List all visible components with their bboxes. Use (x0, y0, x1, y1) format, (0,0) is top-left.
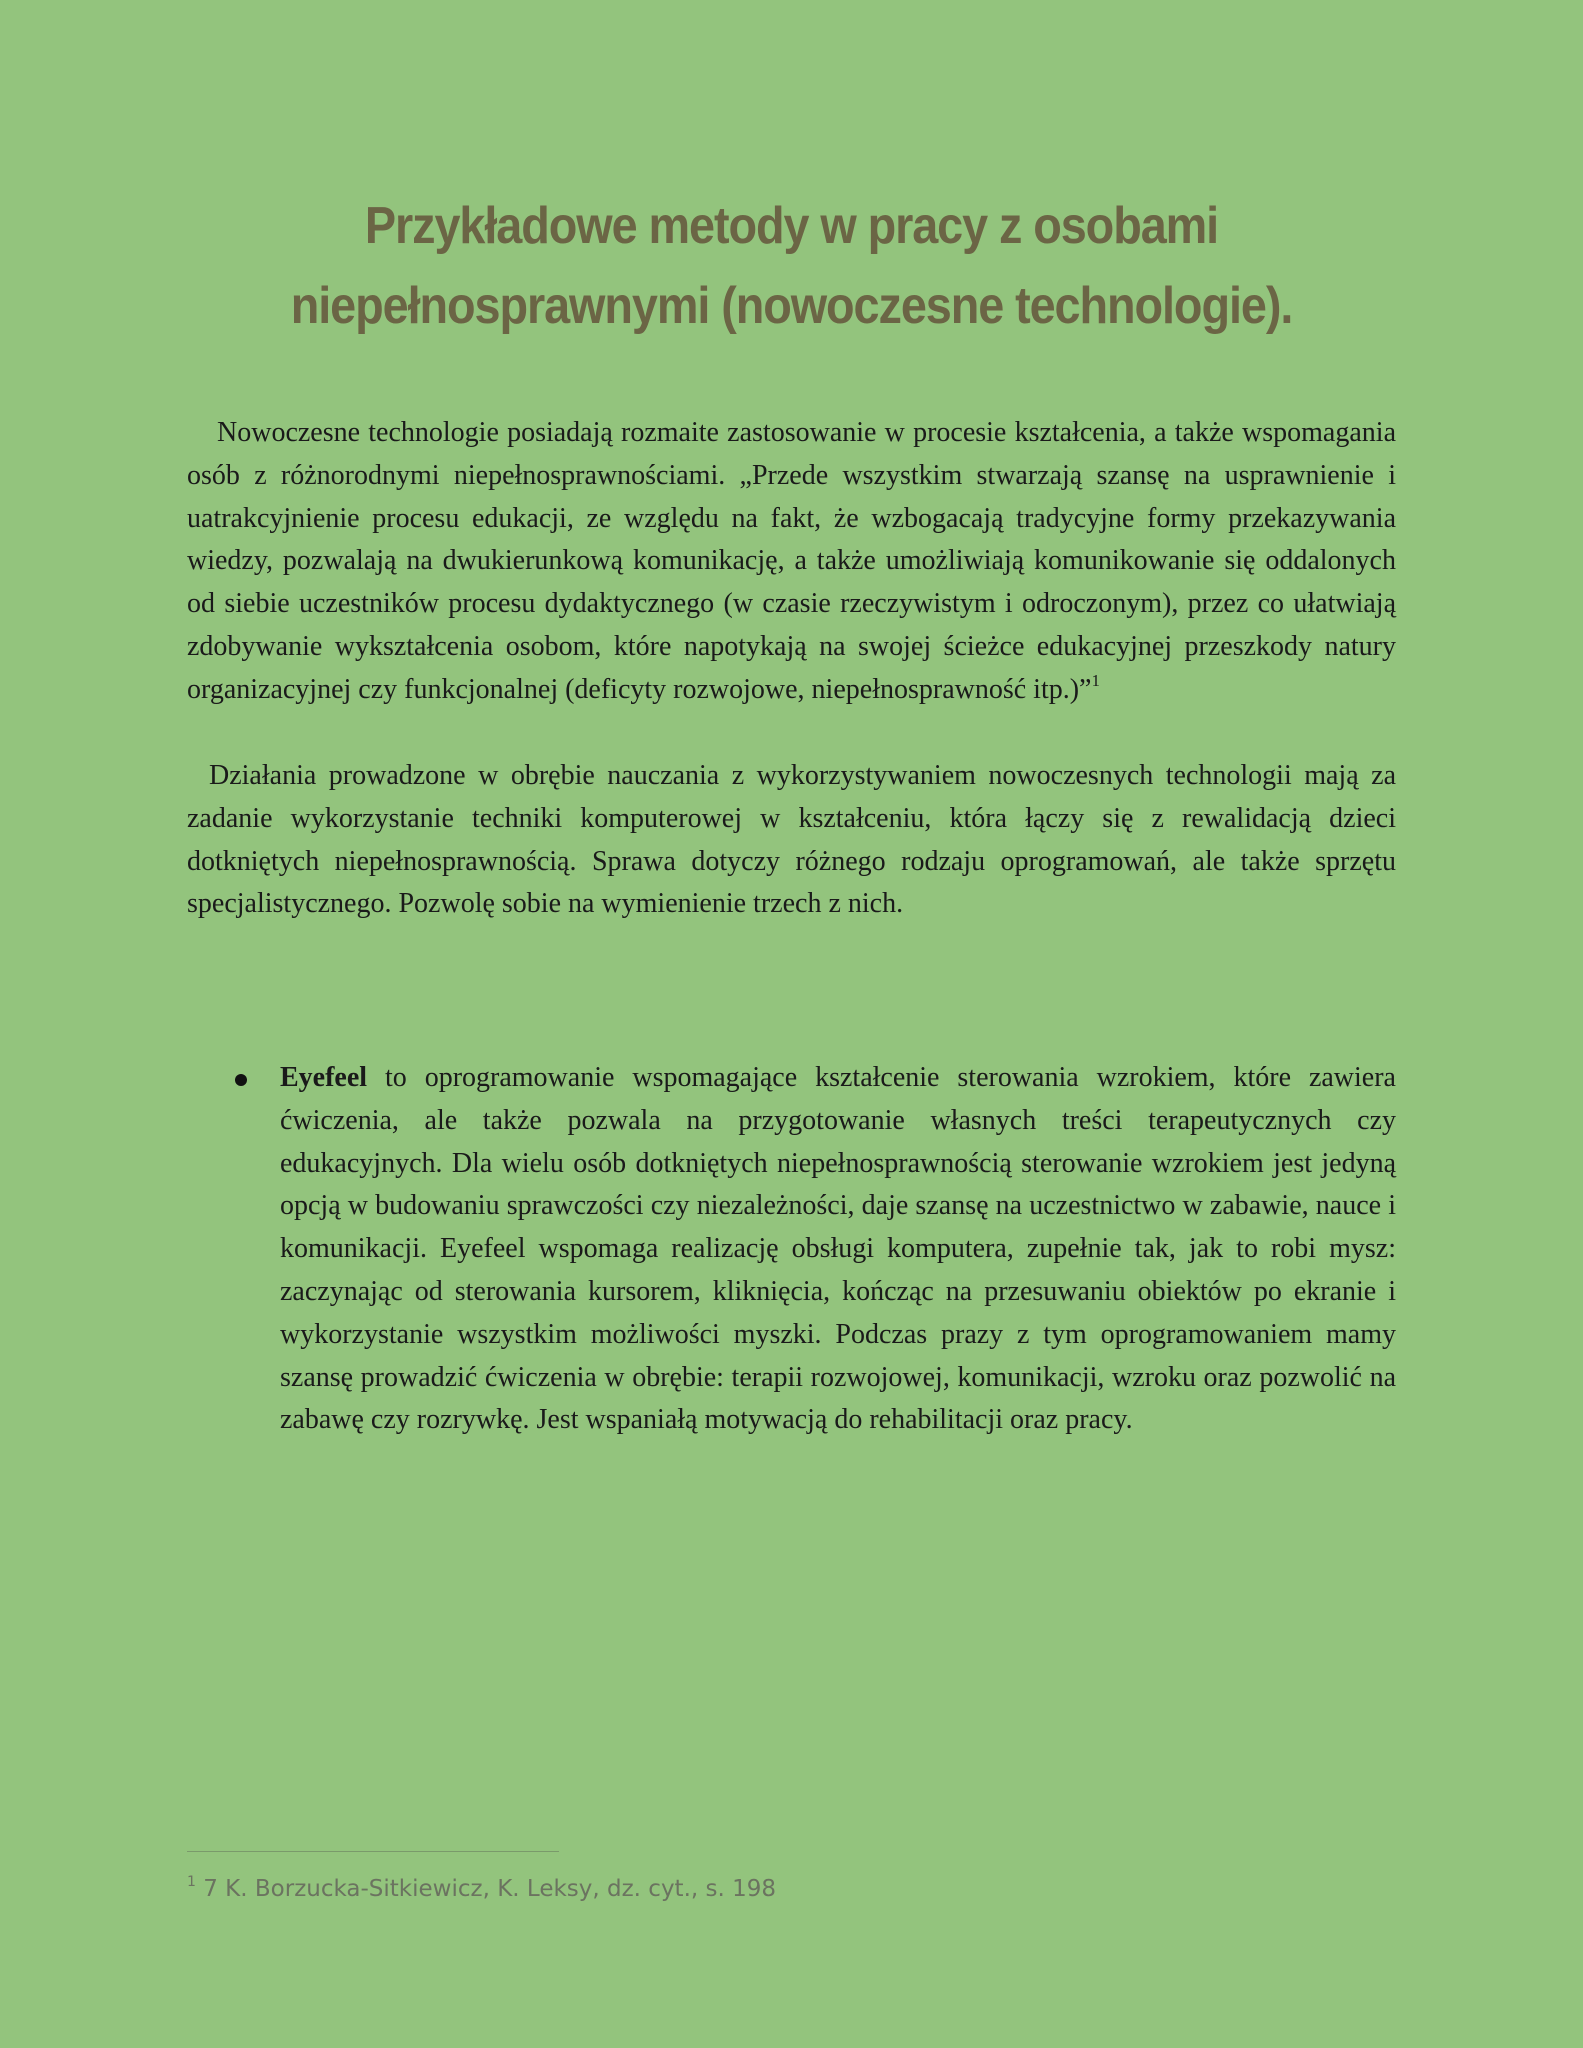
footnote (187, 1872, 776, 1906)
second-paragraph-text: Działania prowadzone w obrębie nauczania z wykorzystywaniem nowoczesnych technologii mają za zadanie wykorzystanie techniki komputerowej w kształceniu, która łączy się z rewalidacją dzieci dotkniętych niepełnosprawnością. Sprawa dotyczy różnego rodzaju oprogramowań, ale także sprzętu specjalistycznego. Pozwolę sobie na wymienienie trzech z nich. (187, 760, 1396, 920)
page-title-line-2: niepełnosprawnymi (nowoczesne technologie). (290, 277, 1293, 335)
page-title (214, 186, 1369, 346)
bullet-term: Eyefeel (280, 1062, 368, 1093)
second-paragraph (187, 755, 1396, 926)
bullet-list (230, 1057, 1396, 1442)
bullet-dot-icon (235, 1074, 247, 1086)
footnote-divider (187, 1851, 559, 1852)
intro-paragraph (187, 412, 1396, 712)
footnote-reference: 1 (1091, 670, 1100, 690)
bullet-text: to oprogramowanie wspomagające kształcenie sterowania wzrokiem, które zawiera ćwiczenia, ale także pozwala na przygotowanie własnych treści terapeutycznych czy edukacyjnych. Dla wielu osób dotkniętych niepełnosprawnością sterowanie wzrokiem jest jedyną opcją w budowaniu sprawczości czy niezależności, daje szansę na uczestnictwo w zabawie, nauce i komunikacji. Eyefeel wspomaga realizację obsługi komputera, zupełnie tak, jak to robi mysz: zaczynając od sterowania kursorem, kliknięcia, kończąc na przesuwaniu obiektów po ekranie i wykorzystanie wszystkim możliwości myszki. Podczas prazy z tym oprogramowaniem mamy szansę prowadzić ćwiczenia w obrębie: terapii rozwojowej, komunikacji, wzroku oraz pozwolić na zabawę czy rozrywkę. Jest wspaniałą motywacją do rehabilitacji oraz pracy. (280, 1062, 1396, 1436)
list-item (230, 1057, 1396, 1442)
footnote-number: 1 (187, 1874, 196, 1890)
intro-paragraph-text: Nowoczesne technologie posiadają rozmaite zastosowanie w procesie kształcenia, a także wspomagania osób z różnorodnymi niepełnosprawnościami. „Przede wszystkim stwarzają szansę na usprawnienie i uatrakcyjnienie procesu edukacji, ze względu na fakt, że wzbogacają tradycyjne formy przekazywania wiedzy, pozwalają na dwukierunkową komunikację, a także umożliwiają komunikowanie się oddalonych od siebie uczestników procesu dydaktycznego (w czasie rzeczywistym i odroczonym), przez co ułatwiają zdobywanie wykształcenia osobom, które napotykają na swojej ścieżce edukacyjnej przeszkody natury organizacyjnej czy funkcjonalnej (deficyty rozwojowe, niepełnosprawność itp.)” (187, 417, 1396, 705)
footnote-text: 7 K. Borzucka-Sitkiewicz, K. Leksy, dz. cyt., s. 198 (195, 1876, 777, 1902)
page-title-line-1: Przykładowe metody w pracy z osobami (364, 197, 1219, 255)
